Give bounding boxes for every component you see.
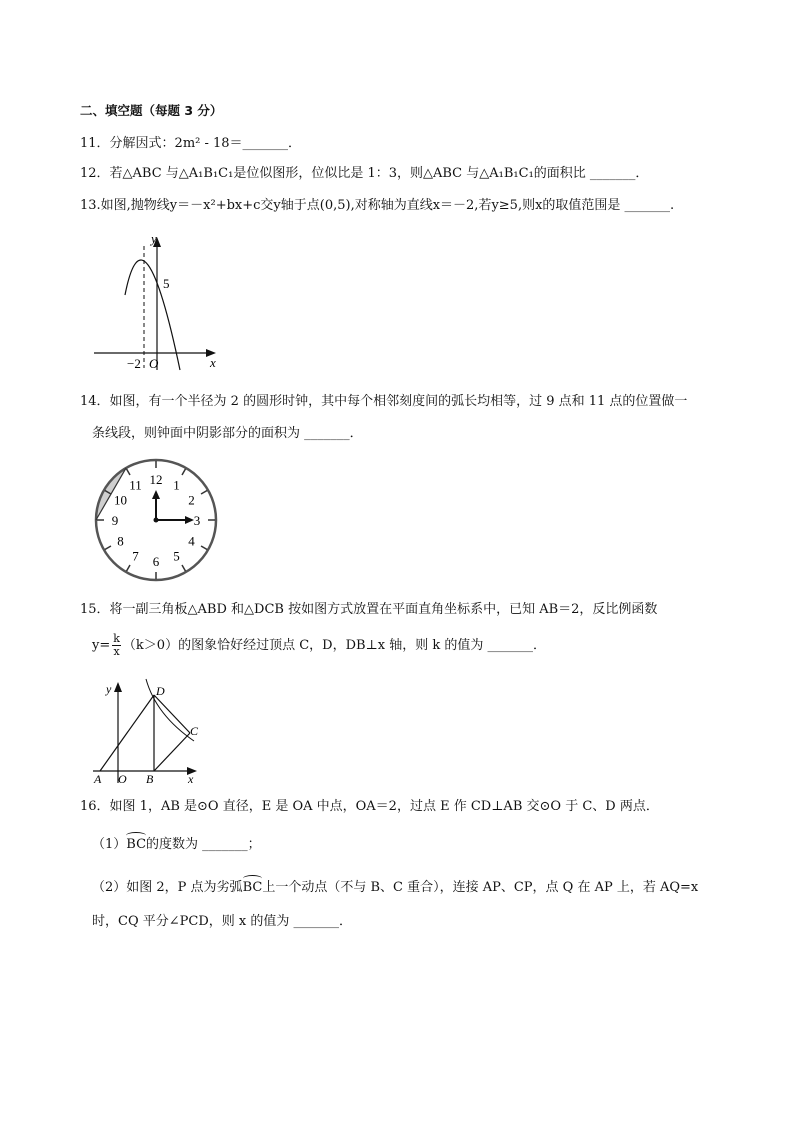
clock-tick <box>201 491 207 495</box>
part2-prefix: （2）如图 2，P 点为劣弧 <box>92 880 243 895</box>
part1-suffix: 的度数为 _______； <box>146 837 261 852</box>
clock-tick <box>105 546 111 550</box>
point-b-label: B <box>146 772 154 786</box>
clock-number: 1 <box>173 477 180 493</box>
x-label: x <box>188 772 194 786</box>
clock-number: 6 <box>152 554 160 569</box>
y-label: y <box>106 682 112 696</box>
question-14-line1: 14．如图，有一个半径为 2 的圆形时钟，其中每个相邻刻度间的弧长均相等，过 9 点和 11 点的位置做一 <box>80 394 688 409</box>
point-d-label: D <box>156 684 165 698</box>
origin-label: O <box>149 356 159 371</box>
clock-tick <box>127 469 131 475</box>
clock-number: 2 <box>188 492 195 508</box>
question-16-part1 <box>92 836 261 854</box>
clock-number: 8 <box>117 533 124 549</box>
x-axis-label: x <box>210 355 216 370</box>
clock-tick <box>182 469 186 475</box>
clock-tick <box>182 565 186 571</box>
question-15-line1: 15．将一副三角板△ABD 和△DCB 按如图方式放置在平面直角坐标系中，已知 AB＝2，反比例函数 <box>80 602 658 617</box>
clock-number: 11 <box>129 477 142 493</box>
y-axis-label: y <box>151 231 157 246</box>
clock-number: 3 <box>193 513 201 528</box>
clock-number: 9 <box>111 513 119 528</box>
question-15-suffix: （k＞0）的图象恰好经过顶点 C，D，DB⊥x 轴，则 k 的值为 _______． <box>122 638 547 653</box>
arc-bc-minor: BC <box>242 880 263 895</box>
question-13: 13.如图,抛物线y＝－x²+bx+c交y轴于点(0,5),对称轴为直线x＝－2,若y≥5,则x的取值范围是 _______. <box>80 198 675 213</box>
fraction-denominator: x <box>113 645 120 658</box>
clock-number: 4 <box>188 533 195 549</box>
part1-prefix: （1） <box>92 837 127 852</box>
parabola-figure <box>92 228 222 377</box>
clock-figure <box>93 457 221 589</box>
section-title: 二、填空题（每题 3 分） <box>80 103 223 118</box>
fraction-k-over-x <box>112 633 121 658</box>
question-14-line2: 条线段，则钟面中阴影部分的面积为 _______． <box>92 426 363 441</box>
question-12: 12．若△ABC 与△A₁B₁C₁是位似图形，位似比是 1：3，则△ABC 与△A₁B₁C₁的面积比 _______． <box>80 166 649 181</box>
question-16-line1: 16．如图 1，AB 是⊙O 直径，E 是 OA 中点，OA＝2，过点 E 作 CD⊥AB 交⊙O 于 C、D 两点． <box>80 799 659 814</box>
clock-number: 5 <box>173 548 180 564</box>
point-a-label: A <box>94 772 102 786</box>
question-15-line2 <box>92 633 546 658</box>
part2-suffix: 上一个动点（不与 B、C 重合），连接 AP、CP，点 Q 在 AP 上，若 AQ=x <box>262 880 699 895</box>
origin-o-label: O <box>118 772 127 786</box>
arc-bc: BC <box>126 837 147 852</box>
triangles-figure <box>90 675 210 791</box>
clock-tick <box>201 546 207 550</box>
question-16-part2-line2: 时，CQ 平分∠PCD，则 x 的值为 _______． <box>92 914 352 929</box>
clock-number: 12 <box>149 472 163 487</box>
clock-number: 10 <box>113 492 127 508</box>
fraction-numerator: k <box>113 632 120 645</box>
y-intercept-label: 5 <box>163 276 170 291</box>
point-c-label: C <box>190 724 199 738</box>
function-prefix: y= <box>92 638 111 653</box>
clock-tick <box>127 565 131 571</box>
neg-two-label: −2 <box>127 356 141 371</box>
question-11: 11．分解因式：2m² - 18＝_______． <box>80 136 302 151</box>
question-16-part2-line1 <box>92 879 698 897</box>
clock-number: 7 <box>132 548 139 564</box>
